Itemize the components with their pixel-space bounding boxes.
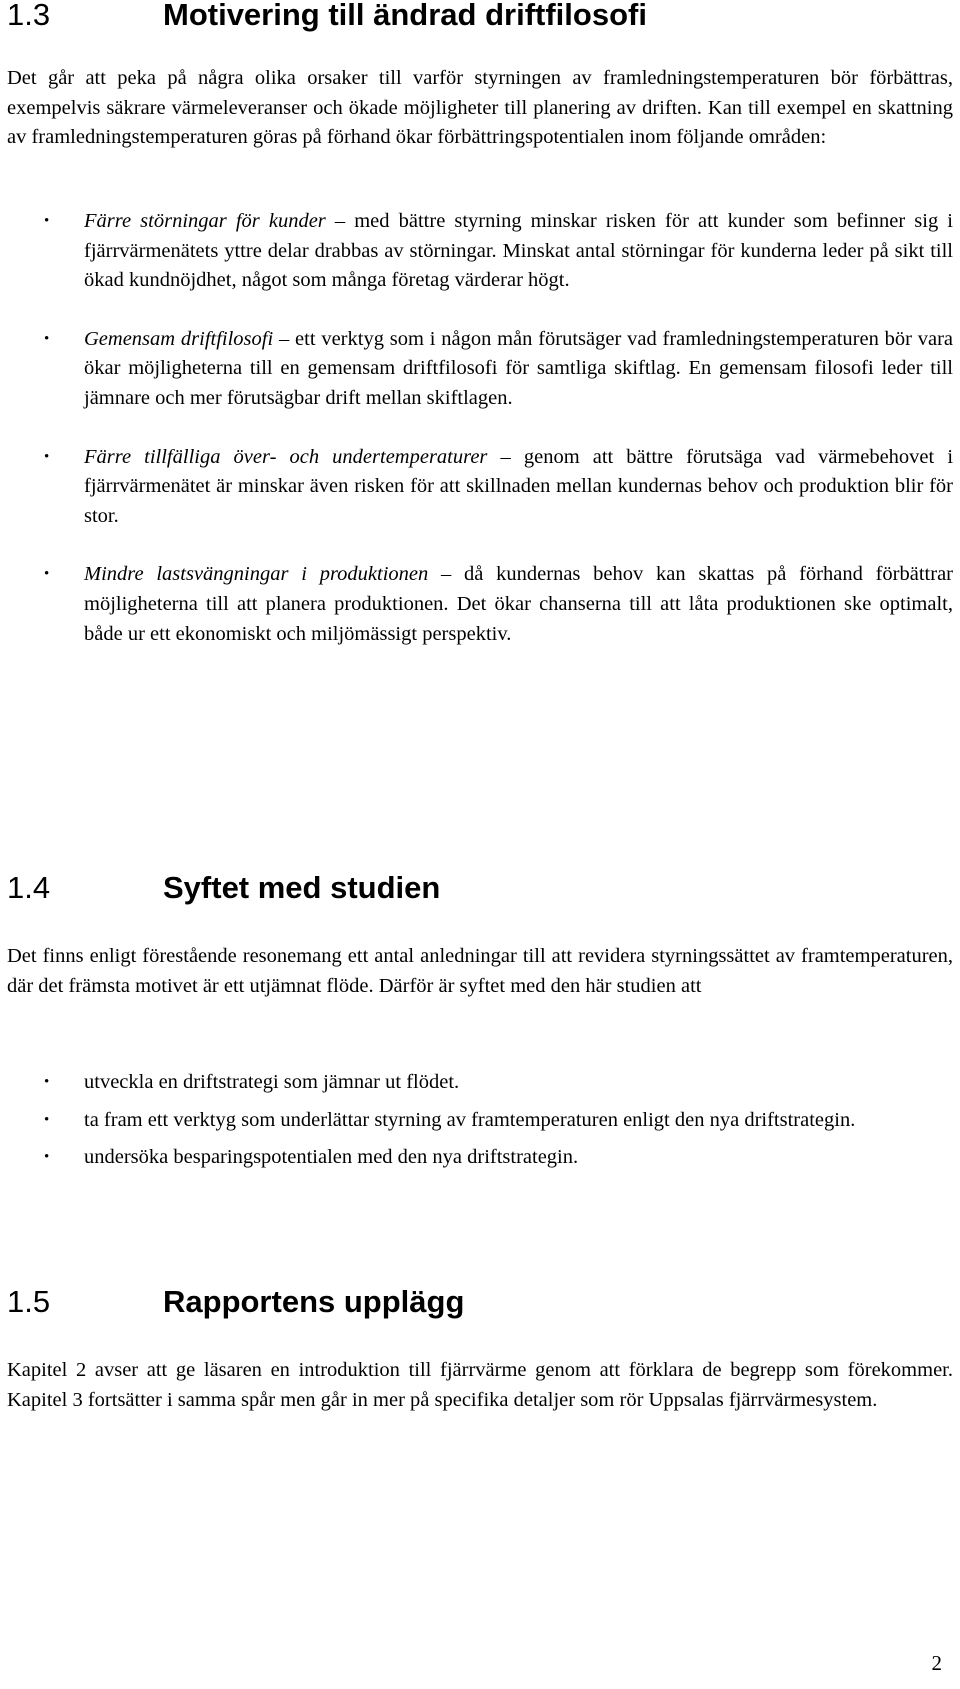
bullet-icon: • — [44, 448, 50, 465]
bullet-icon: • — [44, 330, 50, 347]
section-heading-1-4 — [7, 870, 440, 906]
list-item — [0, 1106, 953, 1136]
bullet-icon: • — [44, 213, 50, 229]
item-term: Färre tillfälliga över- och undertemperaturer — [84, 445, 488, 468]
list-item — [0, 1068, 953, 1098]
section-title: Rapportens upplägg — [163, 1284, 465, 1319]
item-text: utveckla en driftstrategi som jämnar ut flödet. — [84, 1071, 460, 1093]
section-intro-paragraph: Det finns enligt förestående resonemang ett antal anledningar till att revidera styrningssättet av framtemperaturen, där det främsta motivet är ett utjämnat flöde. Därför är syftet med den här studien att — [7, 945, 953, 997]
list-item — [0, 325, 953, 414]
list-item — [0, 1143, 953, 1173]
section-number: 1.3 — [7, 0, 51, 32]
item-text: då kundernas behov kan skattas på förhand förbättrar möjligheterna till att planera produktionen. Det ökar chanserna till att låta produktionen ske optimalt, både ur ett ekonomiskt och miljömässigt perspektiv. — [84, 563, 953, 645]
page-number: 2 — [931, 1651, 942, 1675]
item-dash: – — [334, 210, 346, 232]
item-text: undersöka besparingspotentialen med den nya driftstrategin. — [84, 1146, 579, 1169]
bullet-icon: • — [44, 1111, 50, 1128]
list-item — [0, 207, 953, 296]
list-item — [0, 443, 953, 532]
section-title: Syftet med studien — [163, 870, 441, 905]
bullet-icon: • — [44, 566, 50, 583]
section-number: 1.5 — [7, 1284, 51, 1319]
item-text: ett verktyg som i någon mån förutsäger vad framledningstemperaturen bör vara ökar möjligheterna till en gemensam driftfilosofi för samtliga skiftlag. En gemensam filosofi leder till jämnare och mer förutsägbar drift mellan skiftlagen. — [84, 327, 954, 409]
item-term: Mindre lastsvängningar i produktionen — [84, 563, 429, 586]
section-body-paragraph: Kapitel 2 avser att ge läsaren en introduktion till fjärrvärme genom att förklara de begrepp som förekommer. Kapitel 3 fortsätter i samma spår men går in mer på specifika detaljer som rör Uppsalas fjärrvärmesystem. — [7, 1359, 953, 1411]
item-dash: – — [278, 327, 290, 350]
bullet-list-study-purpose — [0, 1068, 953, 1173]
list-item — [0, 560, 953, 649]
section-heading-1-5 — [7, 1284, 464, 1320]
section-intro-paragraph: Det går att peka på några olika orsaker till varför styrningen av framledningstemperaturen bör förbättras, exempelvis säkrare värmeleveranser och ökade möjligheter till planering av driften. Kan till exempel en skattning av framledningstemperaturen göras på förhand ökar förbättringspotentialen inom följande områden: — [7, 67, 953, 149]
item-dash: – — [441, 563, 452, 586]
section-number: 1.4 — [7, 870, 51, 905]
item-term: Gemensam driftfilosofi — [84, 327, 274, 350]
bullet-icon: • — [44, 1149, 50, 1166]
bullet-list-improvement-areas — [0, 207, 953, 649]
item-dash: – — [500, 445, 511, 468]
section-heading-1-3 — [7, 0, 647, 33]
section-title: Motivering till ändrad driftfilosofi — [163, 0, 647, 32]
item-text: med bättre styrning minskar risken för att kunder som befinner sig i fjärrvärmenätets yttre delar drabbas av störningar. Minskat antal störningar för kunderna leder på sikt till ökad kundnöjdhet, något som många företag värderar högt. — [84, 210, 953, 292]
item-text: ta fram ett verktyg som underlättar styrning av framtemperaturen enligt den nya driftstrategin. — [84, 1108, 856, 1131]
item-text: genom att bättre förutsäga vad värmebehovet i fjärrvärmenätet är minskar även risken för att skillnaden mellan kundernas behov och produktion blir för stor. — [84, 445, 954, 527]
bullet-icon: • — [44, 1074, 50, 1090]
item-term: Färre störningar för kunder — [84, 210, 326, 232]
